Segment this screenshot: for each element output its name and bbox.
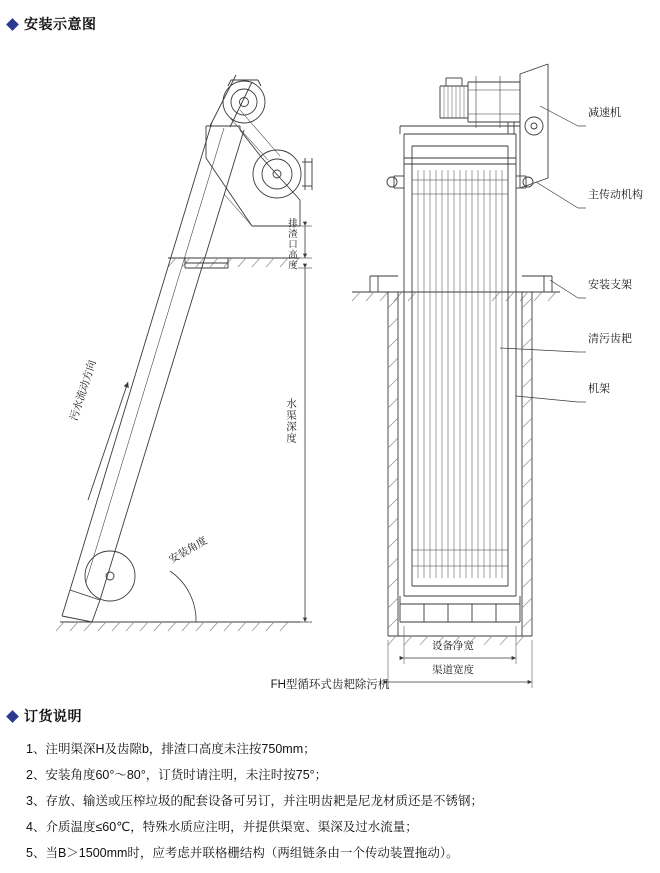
diamond-bullet-icon — [6, 710, 19, 723]
dimension-label-equipment-net-width: 设备净宽 — [432, 640, 474, 652]
dimension-label-channel-width: 渠道宽度 — [432, 664, 474, 676]
dimension-label-install-angle: 安装角度 — [167, 534, 210, 567]
order-note-item: 2、安装角度60°～80°，订货时请注明，未注时按75°； — [26, 768, 328, 782]
installation-drawing — [0, 30, 660, 690]
dimension-label-discharge-height: 排渣口高度 — [286, 218, 297, 271]
figure-caption: FH型循环式齿耙除污机 — [270, 679, 390, 691]
order-note-item: 4、介质温度≤60℃，特殊水质应注明，并提供渠宽、渠深及过水流量； — [26, 820, 418, 834]
order-note-item: 5、当B＞1500mm时，应考虑并联格栅结构（两组链条由一个传动装置拖动）。 — [26, 846, 459, 860]
callout-frame: 机架 — [588, 383, 610, 395]
section-title-order: 订货说明 — [24, 708, 82, 724]
diamond-bullet-icon — [6, 18, 19, 31]
dimension-label-sewage-flow: 污水流动方向 — [67, 358, 99, 423]
dimension-label-water-depth: 水渠深度 — [285, 398, 297, 444]
order-note-item: 3、存放、输送或压榨垃圾的配套设备可另订，并注明齿耙是尼龙材质还是不锈钢； — [26, 794, 483, 808]
section-title-install: 安装示意图 — [24, 16, 97, 32]
callout-rake: 清污齿耙 — [588, 333, 632, 345]
callout-mounting-bracket: 安装支架 — [588, 279, 632, 291]
order-notes-list — [26, 736, 646, 866]
order-note-item: 1、注明渠深H及齿隙b，排渣口高度未注按750mm； — [26, 742, 316, 756]
section-heading-order — [8, 706, 82, 726]
callout-reducer: 减速机 — [588, 107, 621, 119]
callout-main-drive: 主传动机构 — [588, 189, 643, 201]
